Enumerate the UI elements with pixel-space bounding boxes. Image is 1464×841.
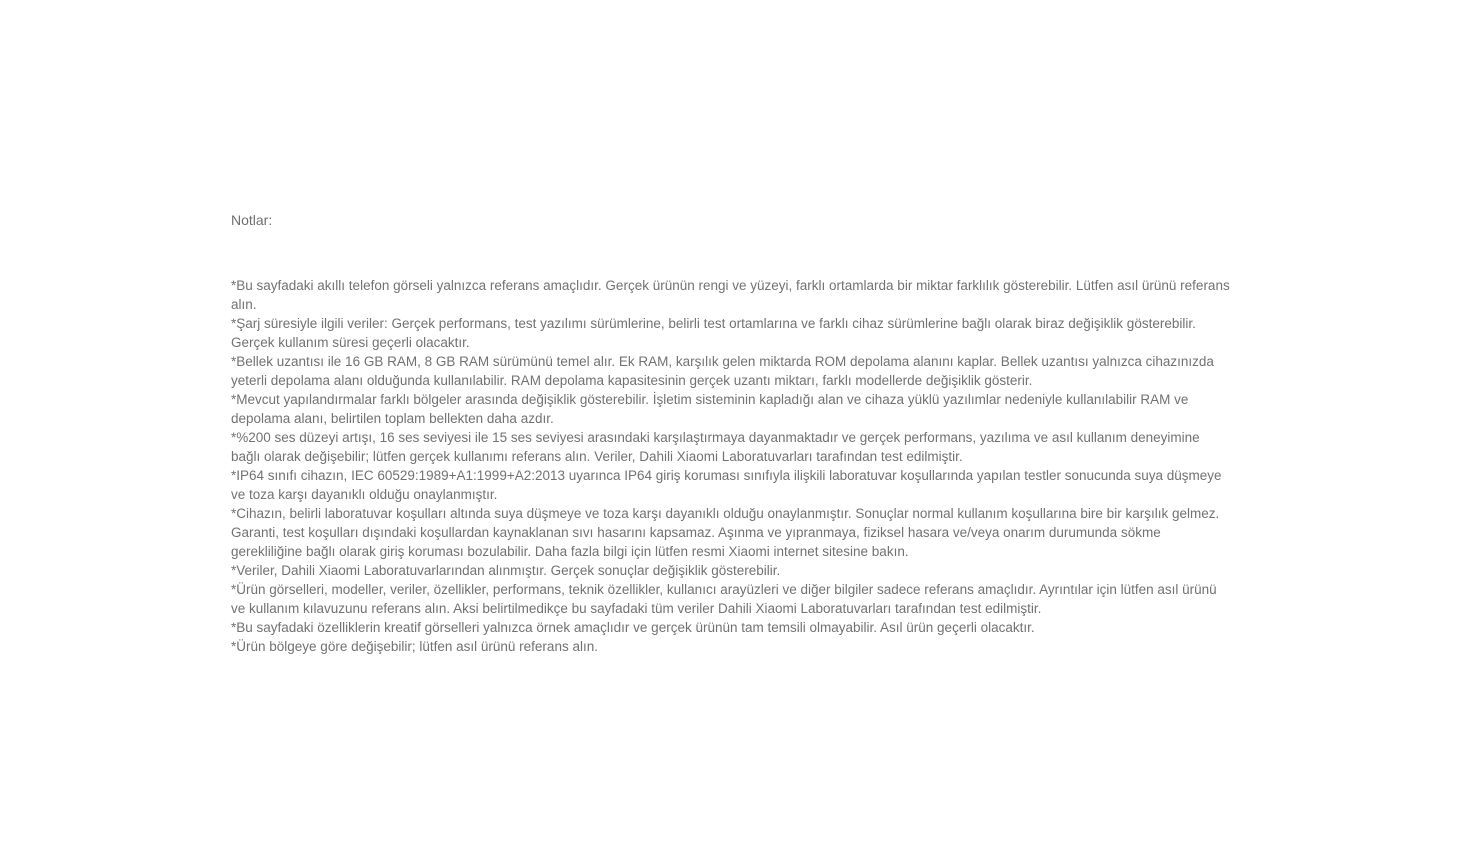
note-item: *Bellek uzantısı ile 16 GB RAM, 8 GB RAM sürümünü temel alır. Ek RAM, karşılık gelen miktarda ROM depolama alanını kaplar. Bellek uzantısı yalnızca cihazınızda yeterli depolama alanı olduğunda kullanılabilir. RAM depolama kapasitesinin gerçek uzantı miktarı, farklı modellerde değişiklik gösterir. xyxy=(231,354,1214,388)
note-item: *Bu sayfadaki özelliklerin kreatif görselleri yalnızca örnek amaçlıdır ve gerçek ürünün tam temsili olmayabilir. Asıl ürün geçerli olacaktır. xyxy=(231,620,1035,635)
note-item: *Şarj süresiyle ilgili veriler: Gerçek performans, test yazılımı sürümlerine, belirli test ortamlarına ve farklı cihaz sürümlerine bağlı olarak biraz değişiklik gösterebilir. Gerçek kullanım süresi geçerli olacaktır. xyxy=(231,316,1196,350)
note-item: *Bu sayfadaki akıllı telefon görseli yalnızca referans amaçlıdır. Gerçek ürünün rengi ve yüzeyi, farklı ortamlarda bir miktar farklılık gösterebilir. Lütfen asıl ürünü referans alın. xyxy=(231,278,1230,312)
notes-list xyxy=(231,276,1231,656)
note-item: *%200 ses düzeyi artışı, 16 ses seviyesi ile 15 ses seviyesi arasındaki karşılaştırmaya dayanmaktadır ve gerçek performans, yazılıma ve asıl kullanım deneyimine bağlı olarak değişebilir; lütfen gerçek kullanımı referans alın. Veriler, Dahili Xiaomi Laboratuvarları tarafından test edilmiştir. xyxy=(231,430,1200,464)
note-item: *Veriler, Dahili Xiaomi Laboratuvarlarından alınmıştır. Gerçek sonuçlar değişiklik gösterebilir. xyxy=(231,563,781,578)
notes-section xyxy=(231,210,1231,656)
note-item: *Mevcut yapılandırmalar farklı bölgeler arasında değişiklik gösterebilir. İşletim sisteminin kapladığı alan ve cihaza yüklü yazılımlar nedeniyle kullanılabilir RAM ve depolama alanı, belirtilen toplam bellekten daha azdır. xyxy=(231,392,1189,426)
note-item: *Ürün bölgeye göre değişebilir; lütfen asıl ürünü referans alın. xyxy=(231,639,598,654)
notes-title: Notlar: xyxy=(231,212,273,228)
note-item: *IP64 sınıfı cihazın, IEC 60529:1989+A1:1999+A2:2013 uyarınca IP64 giriş koruması sınıfıyla ilişkili laboratuvar koşullarında yapılan testler sonucunda suya düşmeye ve toza karşı dayanıklı olduğu onaylanmıştır. xyxy=(231,468,1222,502)
note-item: *Ürün görselleri, modeller, veriler, özellikler, performans, teknik özellikler, kullanıcı arayüzleri ve diğer bilgiler sadece referans amaçlıdır. Ayrıntılar için lütfen asıl ürünü ve kullanım kılavuzunu referans alın. Aksi belirtilmedikçe bu sayfadaki tüm veriler Dahili Xiaomi Laboratuvarları tarafından test edilmiştir. xyxy=(231,582,1217,616)
note-item: *Cihazın, belirli laboratuvar koşulları altında suya düşmeye ve toza karşı dayanıklı olduğu onaylanmıştır. Sonuçlar normal kullanım koşullarına bire bir karşılık gelmez. Garanti, test koşulları dışındaki koşullardan kaynaklanan sıvı hasarını kapsamaz. Aşınma ve yıpranmaya, fiziksel hasara ve/veya onarım durumunda sökme gerekliliğine bağlı olarak giriş koruması bozulabilir. Daha fazla bilgi için lütfen resmi Xiaomi internet sitesine bakın. xyxy=(231,506,1220,559)
